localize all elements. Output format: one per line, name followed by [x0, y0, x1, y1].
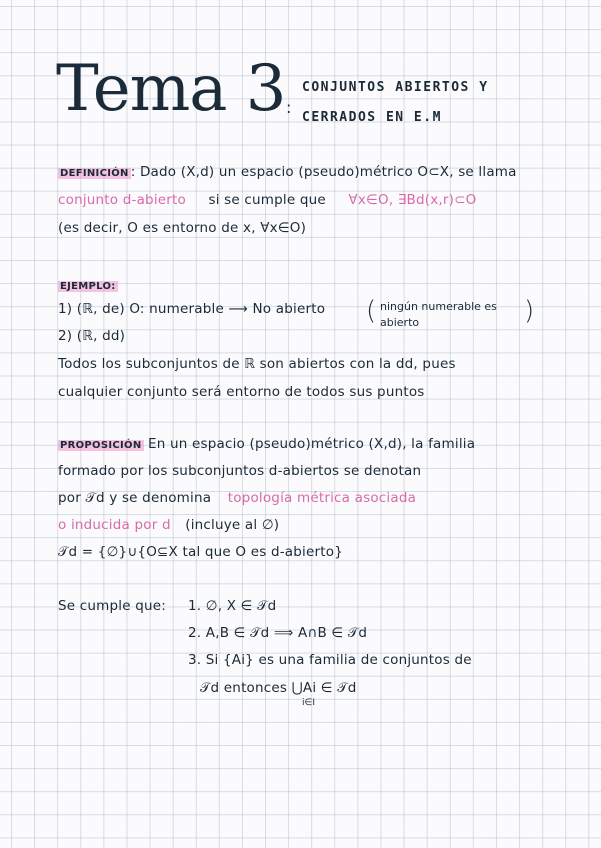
- definition-mid: si se cumple que: [208, 192, 326, 208]
- note-close-paren: ): [524, 296, 535, 326]
- definition-line-3: (es decir, O es entorno de x, ∀x∈O): [58, 220, 307, 236]
- property-1: 1. ∅, X ∈ 𝒯d: [188, 598, 277, 614]
- property-3-line-2: 𝒯d entonces ⋃Ai ∈ 𝒯d: [200, 680, 357, 696]
- proposition-line-1: [58, 436, 475, 452]
- title-colon: :: [286, 98, 292, 117]
- proposition-line-4-rest: (incluye al ∅): [185, 517, 280, 533]
- example-label: EJEMPLO:: [60, 281, 116, 292]
- proposition-line-5: 𝒯d = {∅}∪{O⊆X tal que O es d-abierto}: [58, 544, 343, 560]
- example-item-2: 2) (ℝ, dd): [58, 328, 126, 344]
- page-title: Tema 3: [56, 52, 286, 126]
- definition-label: DEFINICIÓN: [60, 168, 129, 179]
- proposition-line-3: [58, 490, 416, 506]
- definition-formula: ∀x∈O, ∃Bd(x,r)⊂O: [348, 192, 477, 208]
- example-note-line-1: ningún numerable es: [380, 300, 497, 313]
- proposition-line-4: [58, 517, 279, 533]
- proposition-line-3-start: por 𝒯d y se denomina: [58, 490, 212, 506]
- property-3-subscript: i∈I: [302, 698, 315, 708]
- example-line-3: Todos los subconjuntos de ℝ son abiertos con la dd, pues: [58, 356, 456, 372]
- subtitle-line-1: CONJUNTOS ABIERTOS Y: [302, 80, 489, 95]
- definition-line-2: [58, 192, 476, 208]
- example-line-4: cualquier conjunto será entorno de todos sus puntos: [58, 384, 425, 400]
- definition-text: : Dado (X,d) un espacio (pseudo)métrico O⊂X, se llama: [130, 164, 517, 180]
- proposition-topology-term: topología métrica asociada: [227, 490, 417, 506]
- property-3-line-1: 3. Si {Ai} es una familia de conjuntos de: [188, 652, 472, 668]
- property-2: 2. A,B ∈ 𝒯d ⟹ A∩B ∈ 𝒯d: [188, 625, 368, 641]
- proposition-line-2: formado por los subconjuntos d-abiertos se denotan: [58, 463, 422, 479]
- example-label-wrap: [58, 274, 118, 293]
- example-item-1: 1) (ℝ, de) O: numerable ⟶ No abierto: [58, 301, 326, 317]
- proposition-text: En un espacio (pseudo)métrico (X,d), la familia: [148, 436, 476, 452]
- example-note-line-2: abierto: [380, 316, 420, 329]
- definition-term: conjunto d-abierto: [58, 192, 186, 208]
- properties-intro: Se cumple que:: [58, 598, 166, 614]
- proposition-label: PROPOSICIÓN: [60, 440, 142, 451]
- definition-line-1: [58, 164, 517, 180]
- subtitle-line-2: CERRADOS EN E.M: [302, 110, 442, 125]
- note-open-paren: (: [366, 296, 377, 326]
- proposition-induced-term: o inducida por d: [58, 517, 171, 533]
